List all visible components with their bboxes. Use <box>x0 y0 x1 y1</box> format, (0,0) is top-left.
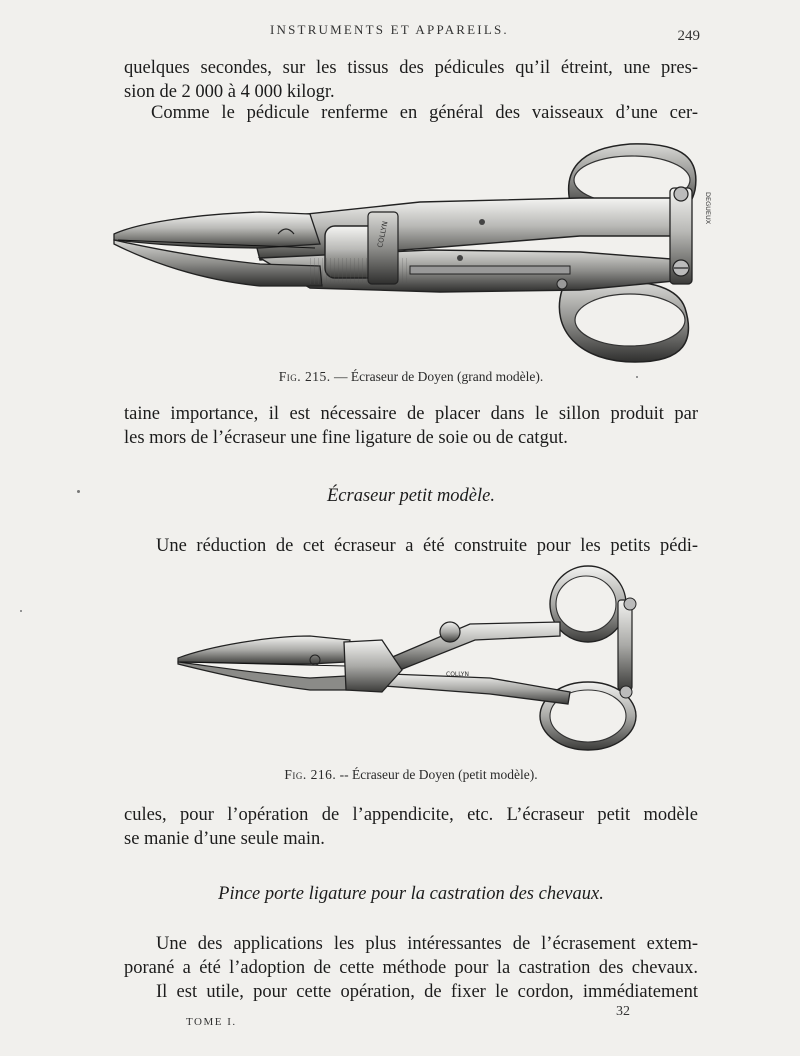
section-heading-castration: Pince porte ligature pour la castration des chevaux. <box>218 884 604 904</box>
figure-ecraseur-petit-modele <box>170 566 650 756</box>
paper-speck <box>77 490 80 493</box>
maker-stamp: COLLYN <box>376 220 390 249</box>
figure-216-caption <box>124 767 698 783</box>
page-number: 249 <box>677 28 700 44</box>
text-line: se manie d’une seule main. <box>124 829 325 849</box>
engraver-signature: DEGUEUX <box>704 192 712 225</box>
volume-label: TOME I. <box>186 1016 237 1028</box>
figure-ecraseur-grand-modele <box>110 140 710 370</box>
screw <box>674 187 688 201</box>
text-line: sion de 2 000 à 4 000 kilogr. <box>124 82 335 102</box>
paragraph-appendicite <box>124 803 698 851</box>
text-line: Il est utile, pour cette opération, de fixer le cordon, immédiatement <box>156 982 698 1002</box>
text-line: les mors de l’écraseur une fine ligature de soie ou de catgut. <box>124 428 568 448</box>
figure-label: Fig. 215. <box>278 369 331 384</box>
text-line: Comme le pédicule renferme en général des vaisseaux d’une cer- <box>151 103 698 123</box>
page-header <box>120 18 700 42</box>
screw <box>620 686 632 698</box>
screw-post <box>618 600 632 690</box>
paper-speck <box>636 376 638 378</box>
section-heading-petit-modele: Écraseur petit modèle. <box>327 486 495 506</box>
paragraph-ligature <box>124 402 698 450</box>
upper-arm <box>390 622 560 670</box>
maker-stamp: COLLYN <box>446 671 469 678</box>
screw <box>624 598 636 610</box>
text-line: Une des applications les plus intéressantes de l’écrasement extem- <box>156 934 698 954</box>
text-line: Une réduction de cet écraseur a été construite pour les petits pédi- <box>156 536 698 556</box>
text-line: cules, pour l’opération de l’appendicite, etc. L’écraseur petit modèle <box>124 805 698 825</box>
running-head: INSTRUMENTS ET APPAREILS. <box>270 22 509 37</box>
figure-caption-text: -- Écraseur de Doyen (petit modèle). <box>336 767 538 782</box>
figure-215-caption <box>124 369 698 385</box>
signature-mark: 32 <box>616 1004 630 1019</box>
text-line: porané a été l’adoption de cette méthode pour la castration des chevaux. <box>124 958 698 978</box>
paragraph-reduction <box>124 534 698 558</box>
jaw-lower <box>178 662 348 690</box>
pivot-knob <box>440 622 460 642</box>
lower-ring <box>559 282 688 362</box>
paragraph-castration <box>124 932 698 1004</box>
figure-caption-text: — Écraseur de Doyen (grand modèle). <box>330 369 544 384</box>
jaw-upper <box>178 636 350 664</box>
text-line: taine importance, il est nécessaire de placer dans le sillon produit par <box>124 404 698 424</box>
paragraph-pedicule <box>124 101 698 125</box>
upper-ring <box>550 566 626 642</box>
text-line: quelques secondes, sur les tissus des pédicules qu’il étreint, une pres- <box>124 58 698 78</box>
paper-speck <box>20 610 22 612</box>
figure-label: Fig. 216. <box>284 767 337 782</box>
lower-arm <box>385 674 570 704</box>
paragraph-continuation <box>124 56 698 104</box>
